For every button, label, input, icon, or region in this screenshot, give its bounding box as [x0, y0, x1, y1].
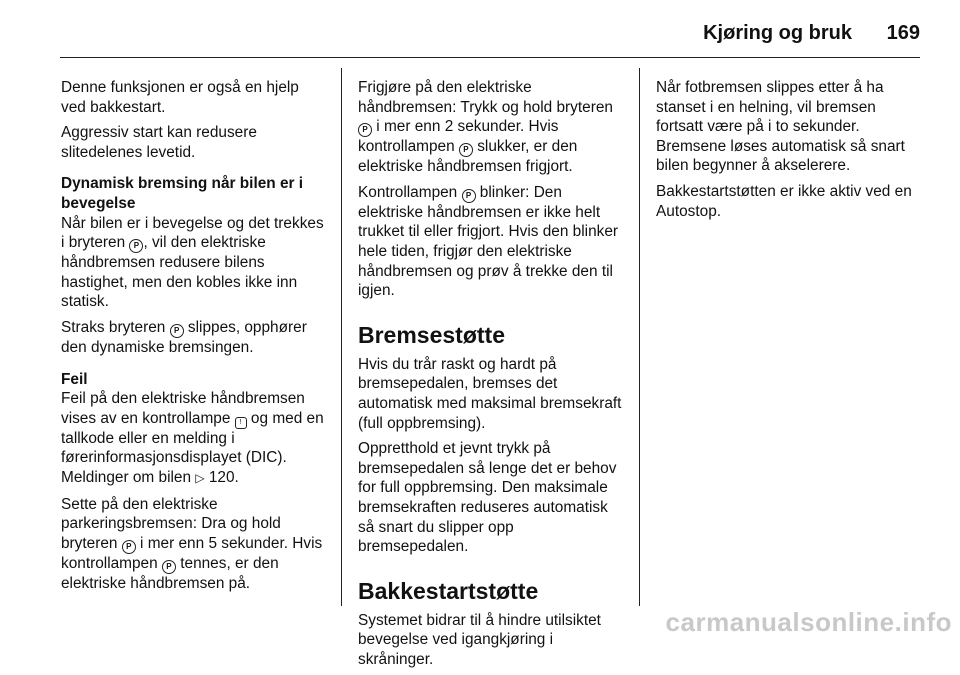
paragraph: Feil på den elektriske håndbremsen vises av en kontrollampe ! og med en tallkode eller en melding i førerinformasjonsdisplayet (DIC). Meldinger om bilen ▷ 120. — [61, 389, 327, 488]
page-number: 169 — [886, 22, 920, 44]
paragraph: Aggressiv start kan redusere slitedelenes levetid. — [61, 124, 257, 161]
subheading-dynamic-braking: Dynamisk bremsing når bilen er i bevegelse — [61, 175, 304, 212]
page-header — [0, 0, 960, 60]
paragraph: Sette på den elektriske parkeringsbremsen: Dra og hold bryteren P i mer enn 5 sekunder. Hvis kontrollampen P tennes, er den elektriske håndbremsen på. — [61, 495, 323, 592]
column-1 — [61, 78, 327, 599]
column-divider-2 — [639, 68, 640, 606]
reference-arrow-icon: ▷ — [195, 470, 205, 485]
paragraph: Bakkestartstøtten er ikke aktiv ved en Autostop. — [656, 182, 912, 220]
heading-brake-assist: Bremsestøtte — [358, 321, 505, 348]
brake-lamp-icon: P — [162, 560, 176, 574]
page-title: Kjøring og bruk — [703, 22, 852, 44]
brake-switch-icon: P — [122, 540, 136, 554]
brake-switch-icon: P — [358, 123, 372, 137]
paragraph: Systemet bidrar til å hindre utilsiktet bevegelse ved igangkjøring i skråninger. — [358, 611, 601, 668]
heading-hill-start-assist: Bakkestartstøtte — [358, 577, 539, 604]
brake-switch-icon: P — [129, 239, 143, 253]
paragraph: Kontrollampen P blinker: Den elektriske håndbremsen er ikke helt trukket til eller frigjort. Hvis den blinker hele tiden, frigjør den elektriske håndbremsen og prøv å trekke den til igjen. — [358, 183, 619, 300]
column-divider-1 — [341, 68, 342, 606]
paragraph: Denne funksjonen er også en hjelp ved bakkestart. — [61, 79, 299, 116]
brake-switch-icon: P — [170, 324, 184, 338]
brake-lamp-icon: P — [459, 143, 473, 157]
subheading-fault: Feil — [61, 370, 88, 388]
paragraph: Når bilen er i bevegelse og det trekkes i bryteren P , vil den elektriske håndbremsen redusere bilens hastighet, men den kobles ikke inn statisk. — [61, 214, 324, 311]
paragraph: Hvis du trår raskt og hardt på bremsepedalen, bremses det automatisk med maksimal bremsekraft (full oppbremsing). — [358, 355, 622, 432]
paragraph: Straks bryteren P slippes, opphører den dynamiske bremsingen. — [61, 318, 307, 356]
paragraph: Oppretthold et jevnt trykk på bremsepedalen så lenge det er behov for full oppbremsing. Den maksimale bremsekraften reduseres automatisk så snart du slipper opp bremsepedalen. — [358, 440, 617, 556]
paragraph: Frigjøre på den elektriske håndbremsen: Trykk og hold bryteren P i mer enn 2 sekunder. Hvis kontrollampen P slukker, er den elektriske håndbremsen frigjort. — [358, 79, 613, 176]
column-2 — [358, 78, 626, 675]
paragraph: Når fotbremsen slippes etter å ha stanset i en helning, vil bremsen fortsatt være på i to sekunder. Bremsene løses automatisk så snart bilen begynner å akselerere. — [656, 79, 905, 175]
header-divider — [60, 57, 920, 58]
warning-lamp-icon: ! — [235, 417, 247, 429]
column-3 — [656, 78, 926, 227]
brake-lamp-icon: P — [462, 189, 476, 203]
watermark: carmanualsonline.info — [665, 607, 952, 637]
